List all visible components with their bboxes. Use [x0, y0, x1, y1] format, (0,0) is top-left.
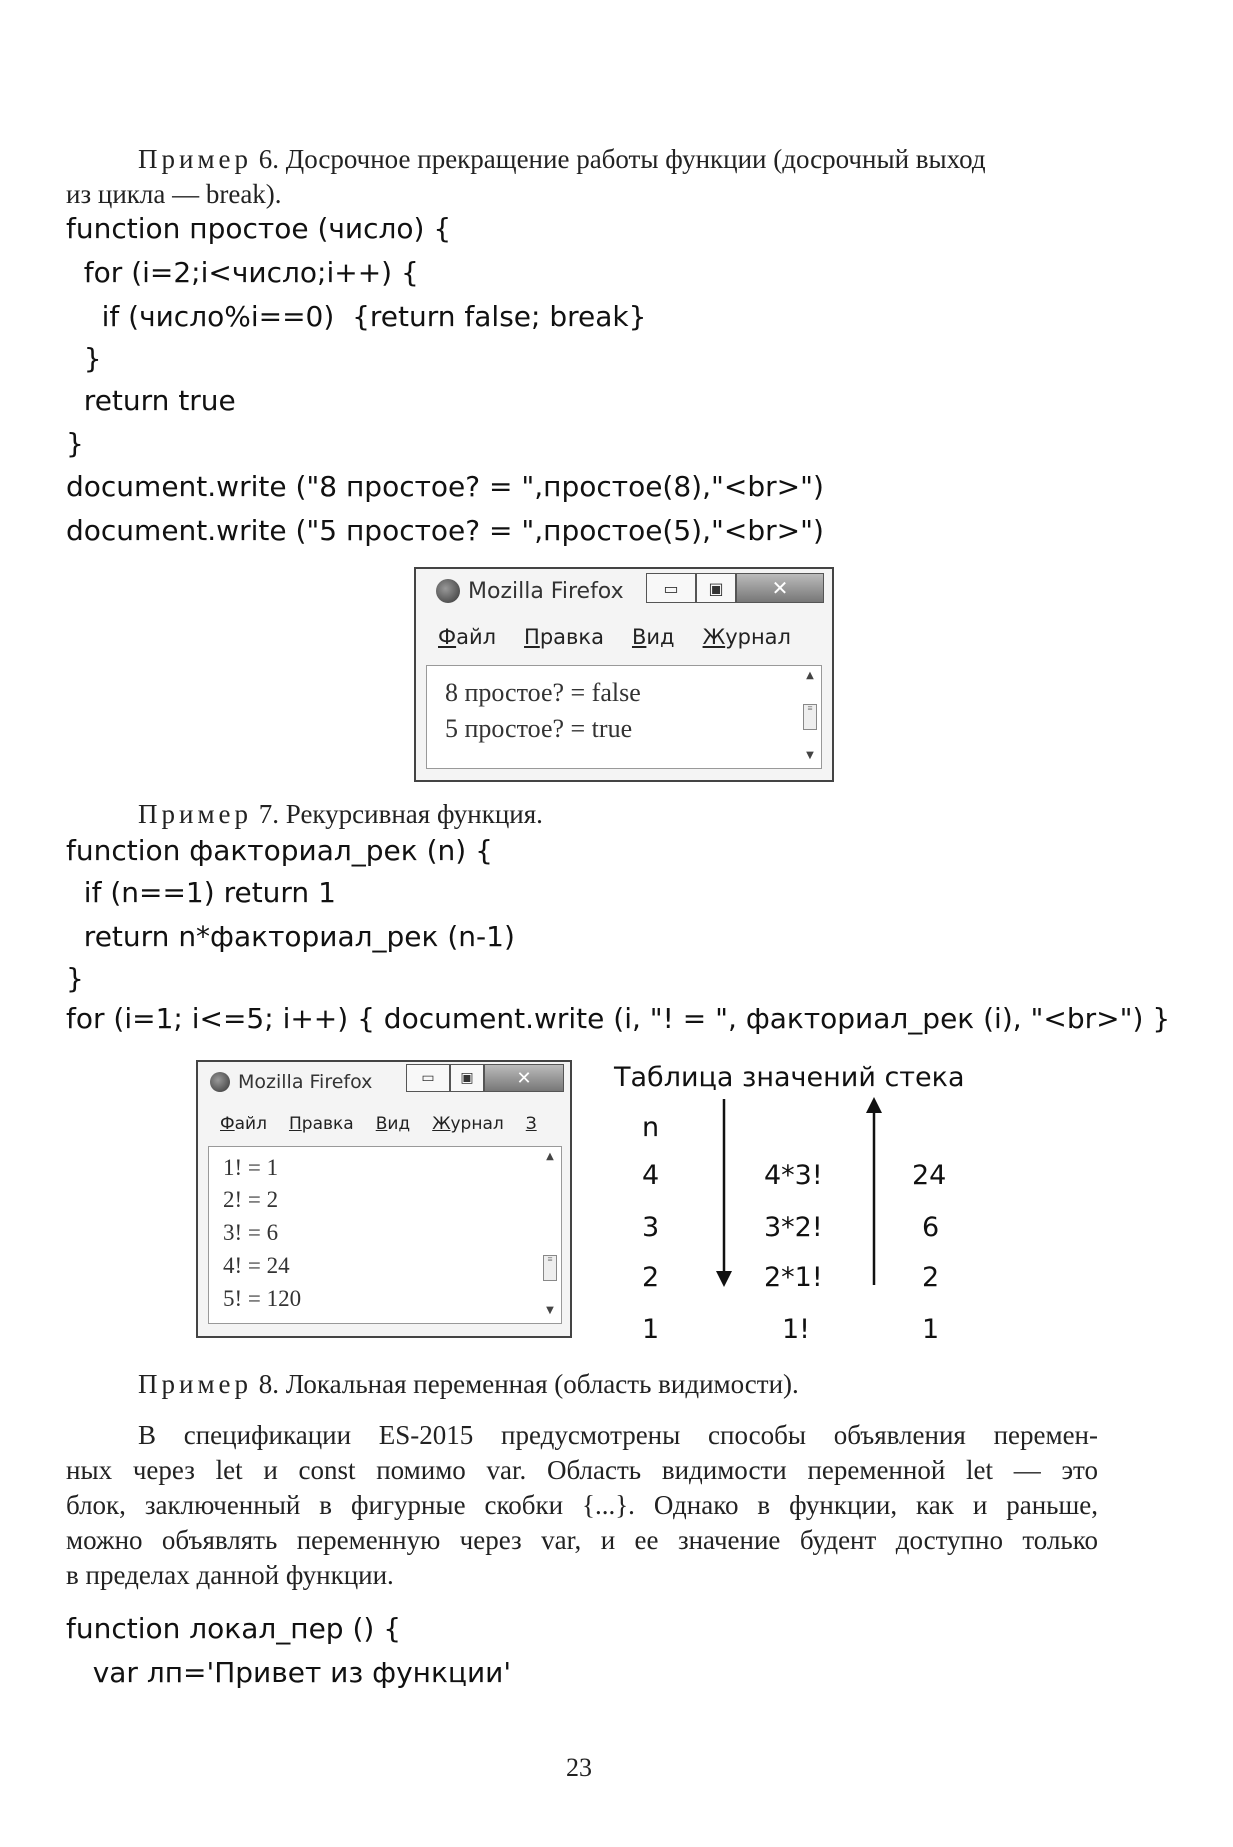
code-line: function факториал_рек (n) { [66, 834, 493, 867]
paragraph-line: ных через let и const помимо var. Область видимости переменной let — это [66, 1455, 1098, 1485]
code-line: } [66, 962, 84, 995]
menu-item-history[interactable]: Журнал [432, 1114, 504, 1134]
output-line: 4! = 24 [223, 1253, 290, 1278]
paragraph-line: В спецификации ES-2015 предусмотрены способы объявления перемен- [138, 1420, 1098, 1450]
stack-n-value: 2 [642, 1262, 660, 1293]
code-line: } [66, 427, 84, 460]
menu-item-file[interactable]: Файл [438, 625, 497, 649]
menu-item-view[interactable]: Вид [631, 625, 675, 649]
vertical-scrollbar[interactable] [803, 670, 817, 764]
stack-table-title: Таблица значений стека [614, 1062, 965, 1093]
example6-heading [138, 142, 1098, 177]
close-button[interactable]: ✕ [736, 573, 824, 603]
stack-result-value: 24 [912, 1160, 947, 1191]
stack-header-n: n [642, 1112, 660, 1143]
example7-heading-text: 7. Рекурсивная функция. [252, 799, 543, 829]
stack-n-value: 4 [642, 1160, 660, 1191]
page-content [426, 665, 822, 769]
code-line: return true [66, 384, 236, 417]
code-line: var лп='Привет из функции' [66, 1656, 512, 1689]
stack-expr-value: 3*2! [764, 1212, 823, 1243]
code-line: function локал_пер () { [66, 1612, 402, 1645]
stack-n-value: 1 [642, 1314, 660, 1345]
scroll-down-icon[interactable]: ▼ [806, 750, 814, 761]
paragraph-line: в пределах данной функции. [66, 1560, 394, 1590]
window-title: Mozilla Firefox [468, 578, 624, 604]
firefox-window-example6 [414, 567, 834, 782]
page-content [208, 1146, 562, 1324]
stack-result-value: 2 [922, 1262, 940, 1293]
code-line: } [66, 342, 102, 375]
scroll-thumb[interactable]: ≡ [543, 1255, 557, 1281]
paragraph-line: можно объявлять переменную через var, и ее значение будент доступно только [66, 1525, 1098, 1555]
output-line: 5 простое? = true [445, 714, 633, 743]
stack-n-value: 3 [642, 1212, 660, 1243]
example8-heading [138, 1367, 799, 1402]
code-line: document.write ("5 простое? = ",простое(5),"<br>") [66, 514, 824, 547]
code-line: if (n==1) return 1 [66, 876, 336, 909]
code-line: return n*факториал_рек (n-1) [66, 920, 515, 953]
scroll-up-icon[interactable]: ▲ [546, 1151, 554, 1162]
menu-item-truncated[interactable]: З [525, 1114, 537, 1134]
paragraph-line: блок, заключенный в фигурные скобки {...}. Однако в функции, как и раньше, [66, 1490, 1098, 1520]
page-number: 23 [566, 1753, 592, 1782]
menu-item-view[interactable]: Вид [375, 1114, 411, 1134]
stack-expr-value: 2*1! [764, 1262, 823, 1293]
menu-item-edit[interactable]: Правка [524, 625, 604, 649]
code-line: function простое (число) { [66, 212, 452, 245]
down-arrow-icon [716, 1271, 732, 1287]
output-line: 5! = 120 [223, 1286, 302, 1311]
close-button[interactable]: ✕ [484, 1064, 564, 1092]
output-line: 8 простое? = false [445, 678, 641, 707]
stack-expr-value: 1! [782, 1314, 811, 1345]
code-line: if (число%i==0) {return false; break} [66, 300, 647, 333]
stack-result-value: 6 [922, 1212, 940, 1243]
code-line: for (i=1; i<=5; i++) { document.write (i, "! = ", факториал_рек (i), "<br>") } [66, 1002, 1171, 1035]
menu-item-file[interactable]: Файл [220, 1114, 267, 1134]
firefox-window-example7 [196, 1060, 572, 1338]
scroll-up-icon[interactable]: ▲ [806, 670, 814, 681]
vertical-scrollbar[interactable] [543, 1151, 557, 1319]
code-line: document.write ("8 простое? = ",простое(8),"<br>") [66, 470, 824, 503]
output-line: 3! = 6 [223, 1220, 279, 1245]
output-line: 2! = 2 [223, 1187, 279, 1212]
example7-heading [138, 797, 543, 832]
menu-bar [438, 625, 791, 649]
up-arrow-icon [866, 1097, 882, 1113]
maximize-button[interactable]: ▣ [696, 573, 736, 603]
scroll-thumb[interactable]: ≡ [803, 704, 817, 730]
menu-item-history[interactable]: Журнал [702, 625, 791, 649]
menu-bar [220, 1114, 537, 1134]
window-controls [646, 573, 824, 603]
firefox-logo-icon [436, 579, 460, 603]
stack-expr-value: 4*3! [764, 1160, 823, 1191]
firefox-logo-icon [210, 1072, 230, 1092]
example6-heading-text: 6. Досрочное прекращение работы функции (досрочный выход [252, 144, 986, 174]
stack-arrows [700, 1095, 900, 1295]
menu-item-edit[interactable]: Правка [288, 1114, 354, 1134]
window-controls [406, 1064, 564, 1092]
output-line: 1! = 1 [223, 1155, 279, 1180]
minimize-button[interactable]: ▭ [406, 1064, 450, 1092]
example6-heading-line2: из цикла — break). [66, 179, 282, 209]
minimize-button[interactable]: ▭ [646, 573, 696, 603]
example8-heading-text: 8. Локальная переменная (область видимости). [252, 1369, 799, 1399]
scroll-down-icon[interactable]: ▼ [546, 1305, 554, 1316]
example7-heading-word: Пример [138, 799, 253, 829]
window-title: Mozilla Firefox [238, 1071, 373, 1093]
maximize-button[interactable]: ▣ [450, 1064, 484, 1092]
stack-result-value: 1 [922, 1314, 940, 1345]
code-line: for (i=2;i<число;i++) { [66, 256, 419, 289]
example6-heading-word: Пример [138, 144, 253, 174]
example8-heading-word: Пример [138, 1369, 253, 1399]
